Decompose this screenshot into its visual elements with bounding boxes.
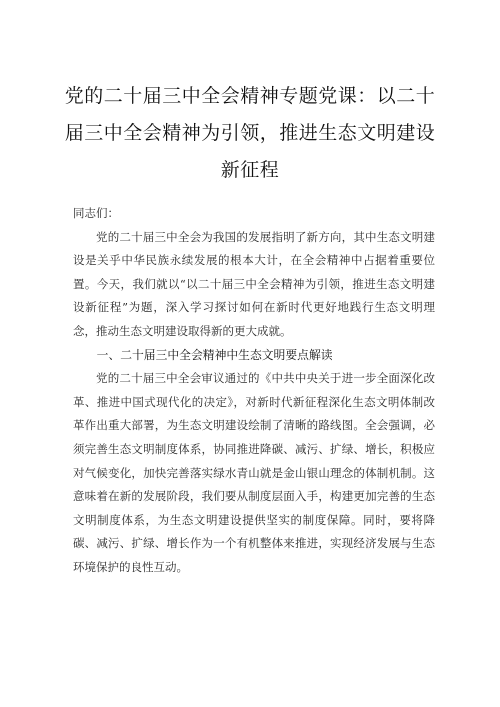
intro-paragraph: 党的二十届三中全会为我国的发展指明了新方向，其中生态文明建设是关乎中华民族永续发展的根本大计，在全会精神中占据着重要位置。今天，我们就以“以二十届三中全会精神为引领，推进生态文明建设新征程”为题，深入学习探讨如何在新时代更好地践行生态文明理念，推动生态文明建设取得新的更大成就。 [73,229,435,338]
section-paragraph: 党的二十届三中全会审议通过的《中共中央关于进一步全面深化改革、推进中国式现代化的决定》，对新时代新征程深化生态文明体制改革作出重大部署，为生态文明建设绘制了清晰的路线图。全会强调，必须完善生态文明制度体系，协同推进降碳、减污、扩绿、增长，积极应对气候变化，加快完善落实绿水青山就是金山银山理念的体制机制。这意味着在新的发展阶段，我们要从制度层面入手，构建更加完善的生态文明制度体系，为生态文明建设提供坚实的制度保障。同时，要将降碳、减污、扩绿、增长作为一个有机整体来推进，实现经济发展与生态环境保护的良性互动。 [73,371,435,574]
section-heading: 一、二十届三中全会精神中生态文明要点解读 [96,347,333,362]
document-title: 党的二十届三中全会精神专题党课：以二十届三中全会精神为引领，推进生态文明建设新征程 [64,85,436,181]
salutation: 同志们： [73,206,119,220]
document-body [73,202,435,580]
